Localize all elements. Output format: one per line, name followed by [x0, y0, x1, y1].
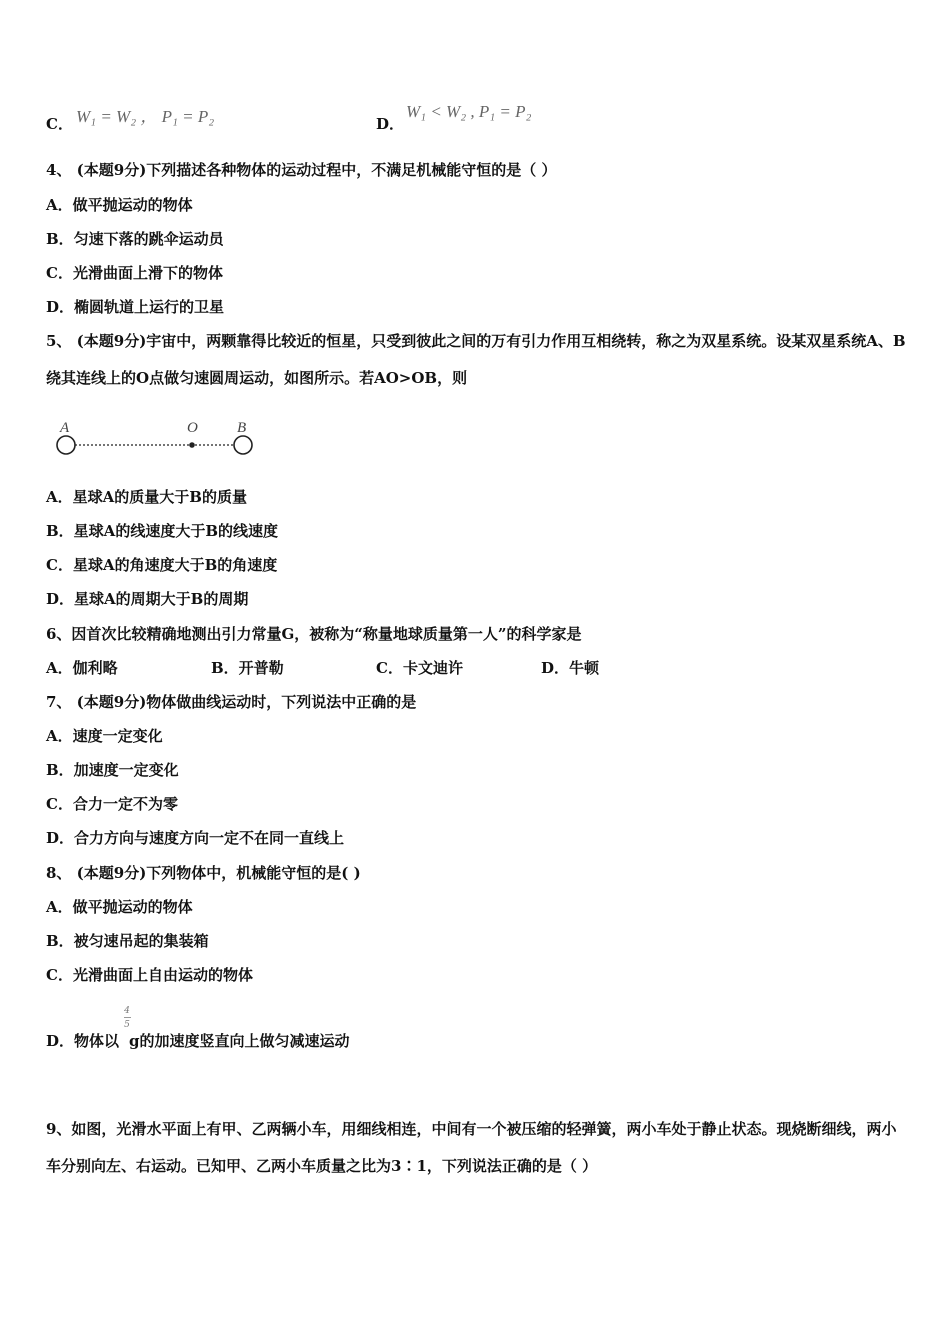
q5-option-b: B．星球A的线速度大于B的线速度: [46, 522, 278, 540]
q5-option-a: A．星球A的质量大于B的质量: [46, 488, 247, 506]
q6-option-b: B．开普勒: [211, 659, 284, 677]
q7-option-c: C．合力一定不为零: [46, 795, 178, 813]
q3-option-d: [376, 114, 404, 134]
q4-option-c: C．光滑曲面上滑下的物体: [46, 264, 223, 282]
q7-stem: 7、 (本题9分)物体做曲线运动时，下列说法中正确的是: [46, 693, 417, 711]
q4-option-b: B．匀速下落的跳伞运动员: [46, 230, 224, 248]
point-o: [189, 442, 195, 448]
q7-option-a: A．速度一定变化: [46, 727, 163, 745]
q5-option-c: C．星球A的角速度大于B的角速度: [46, 556, 278, 574]
star-a-label: A: [60, 420, 70, 436]
q8-stem: 8、 (本题9分)下列物体中，机械能守恒的是( ): [46, 864, 361, 882]
star-b-label: B: [237, 420, 247, 436]
point-o-label: O: [187, 420, 198, 436]
q3-option-c: [46, 114, 73, 134]
q6-option-d: D．牛顿: [541, 659, 600, 677]
fraction-numerator: 4: [124, 1006, 130, 1016]
star-a: [57, 436, 75, 454]
q5-option-d: D．星球A的周期大于B的周期: [46, 590, 249, 608]
q3-option-c-label: C．: [46, 115, 73, 133]
q8-option-a: A．做平抛运动的物体: [46, 898, 193, 916]
q3-option-d-formula: W₁ < W₂ , P₁ = P₂: [406, 102, 532, 121]
q6-option-a: A．伽利略: [46, 659, 118, 677]
q6-stem: 6、因首次比较精确地测出引力常量G，被称为“称量地球质量第一人”的科学家是: [46, 625, 582, 643]
q8-option-d-suffix: g的加速度竖直向上做匀减速运动: [129, 1032, 350, 1050]
q8-option-d: [46, 1031, 350, 1051]
q6-option-c: C．卡文迪许: [376, 659, 463, 677]
q7-option-b: B．加速度一定变化: [46, 761, 179, 779]
q8-option-d-prefix: D．物体以: [46, 1032, 120, 1050]
q4-stem: 4、 (本题9分)下列描述各种物体的运动过程中，不满足机械能守恒的是（ ）: [46, 161, 557, 179]
q9-stem: 9、如图，光滑水平面上有甲、乙两辆小车，用细线相连，中间有一个被压缩的轻弹簧，两小车处于静止状态。现烧断细线，两小车分别向左、右运动。已知甲、乙两小车质量之比为3∶1，下列说法正确的是（ ）: [46, 1120, 897, 1175]
q8-option-b: B．被匀速吊起的集装箱: [46, 932, 209, 950]
fraction-denominator: 5: [124, 1020, 130, 1030]
star-b: [234, 436, 252, 454]
binary-star-figure: [48, 414, 268, 464]
q8-option-c: C．光滑曲面上自由运动的物体: [46, 966, 253, 984]
q4-option-d: D．椭圆轨道上运行的卫星: [46, 298, 225, 316]
fraction-bar: [124, 1017, 131, 1018]
q7-option-d: D．合力方向与速度方向一定不在同一直线上: [46, 829, 345, 847]
q3-option-c-formula: W₁ = W₂ ， P₁ = P₂: [76, 107, 215, 126]
q4-option-a: A．做平抛运动的物体: [46, 196, 193, 214]
q5-stem: 5、 (本题9分)宇宙中，两颗靠得比较近的恒星，只受到彼此之间的万有引力作用互相绕转，称之为双星系统。设某双星系统A、B绕其连线上的O点做匀速圆周运动，如图所示。若AO>OB，则: [46, 332, 906, 387]
q3-option-d-label: D．: [376, 115, 405, 133]
